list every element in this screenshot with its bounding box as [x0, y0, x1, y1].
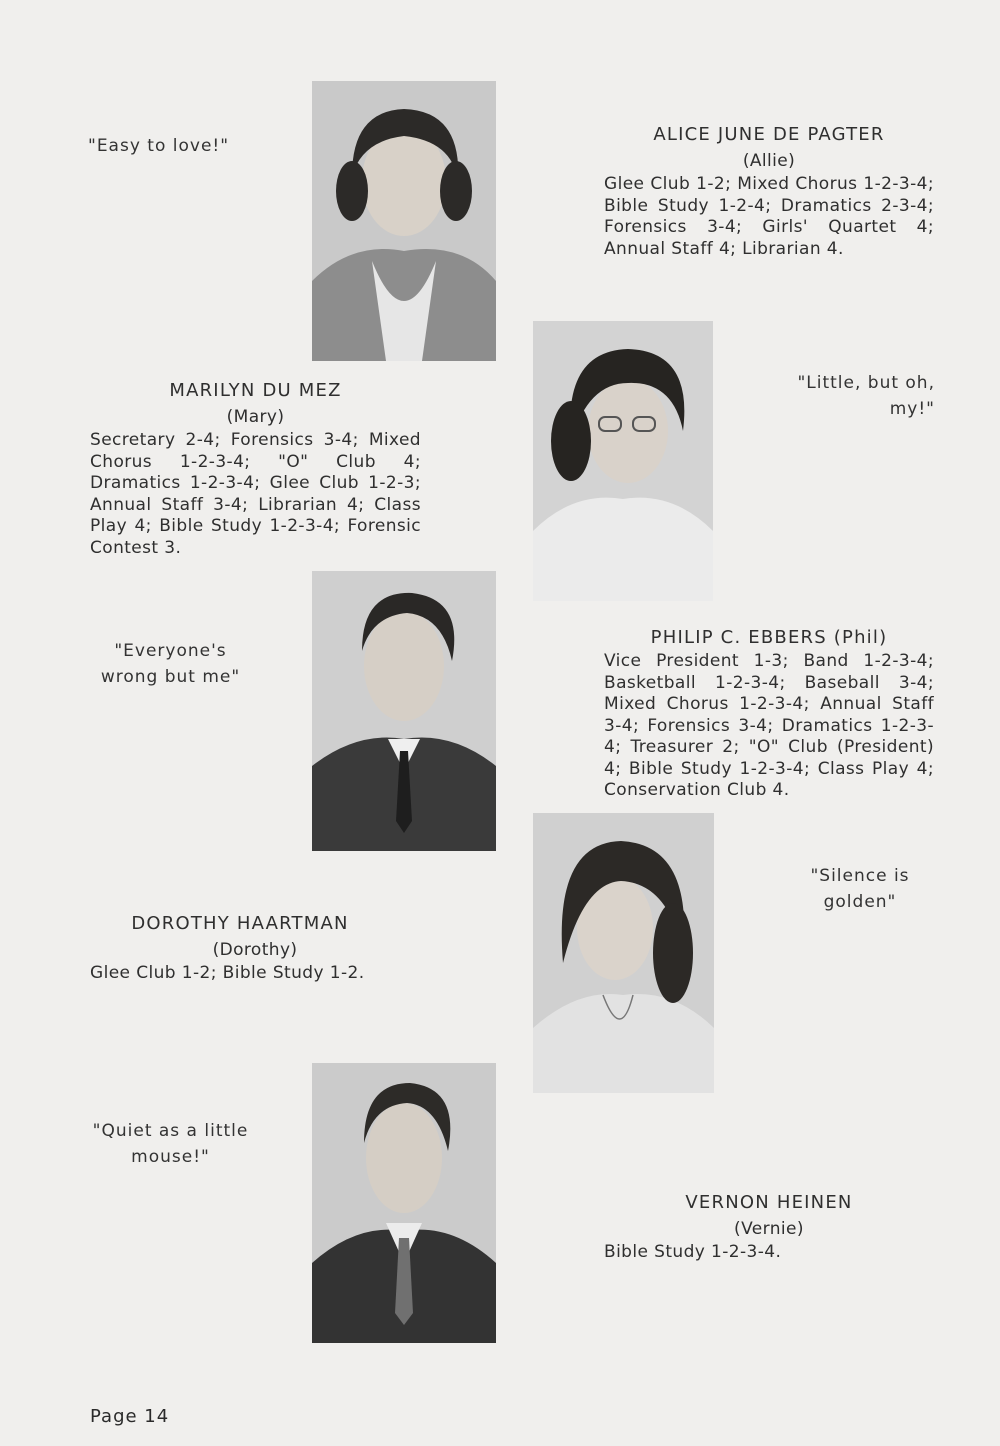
student-activities: Vice President 1-3; Band 1-2-3-4; Basketball 1-2-3-4; Baseball 3-4; Mixed Chorus 1-2-3-4; Annual Staff 3-4; Forensics 3-4; Dramatics 1-2-3-4; Treasurer 2; "O" Club (President) 4; Bible Study 1-2-3-4; Class Play 4; Conservation Club 4. [604, 651, 934, 800]
portrait-photo-philip [312, 571, 496, 851]
bio-vernon [604, 1190, 934, 1264]
student-activities: Glee Club 1-2; Mixed Chorus 1-2-3-4; Bible Study 1-2-4; Dramatics 2-3-4; Forensics 3-4; Girls' Quartet 4; Annual Staff 4; Librarian 4. [604, 174, 934, 259]
bio-philip [604, 625, 934, 802]
bio-marilyn [90, 378, 421, 559]
quote-alice: "Easy to love!" [88, 136, 230, 156]
student-nickname: (Dorothy) [212, 940, 298, 960]
student-name: MARILYN DU MEZ [169, 380, 342, 401]
student-nickname: (Allie) [742, 151, 796, 171]
student-name: VERNON HEINEN [685, 1192, 853, 1213]
quote-marilyn: "Little, but oh, my!" [797, 373, 935, 419]
student-name: PHILIP C. EBBERS (Phil) [650, 627, 888, 648]
student-activities: Glee Club 1-2; Bible Study 1-2. [90, 963, 365, 983]
student-name: DOROTHY HAARTMAN [131, 913, 349, 934]
portrait-photo-dorothy [533, 813, 714, 1093]
student-activities: Bible Study 1-2-3-4. [604, 1242, 782, 1262]
portrait-photo-vernon [312, 1063, 496, 1343]
quote-dorothy: "Silence is golden" [810, 866, 910, 912]
bio-alice [604, 122, 934, 260]
portrait-photo-alice [312, 81, 496, 361]
student-activities: Secretary 2-4; Forensics 3-4; Mixed Chorus 1-2-3-4; "O" Club 4; Dramatics 1-2-3-4; Glee Club 1-2-3; Annual Staff 3-4; Librarian 4; Class Play 4; Bible Study 1-2-3-4; Forensic Contest 3. [90, 430, 421, 558]
quote-vernon: "Quiet as a little mouse!" [92, 1121, 249, 1167]
student-nickname: (Mary) [226, 407, 285, 427]
page-number: Page 14 [90, 1406, 170, 1427]
portrait-photo-marilyn [533, 321, 713, 601]
student-name: ALICE JUNE DE PAGTER [653, 124, 885, 145]
student-nickname: (Vernie) [734, 1219, 804, 1239]
quote-philip: "Everyone's wrong but me" [100, 641, 241, 687]
bio-dorothy [90, 911, 420, 985]
